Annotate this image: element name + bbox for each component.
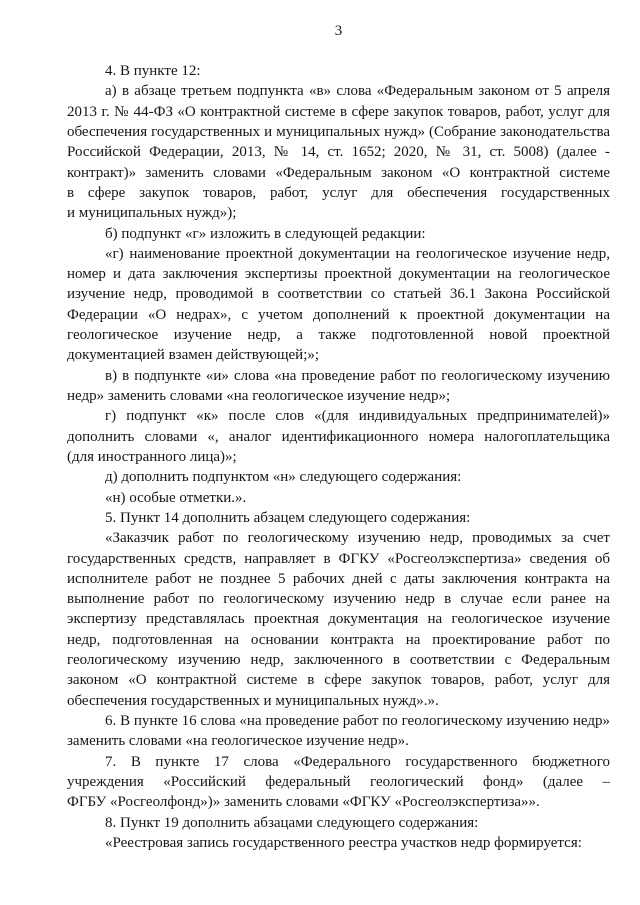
text-line: заменить словами «на геологическое изучение недр». bbox=[67, 733, 409, 750]
text-line: и муниципальных нужд»); bbox=[67, 205, 237, 222]
text-line: г) подпункт «к» после слов «(для индивидуальных предпринимателей)» bbox=[105, 408, 610, 425]
text-line: «Реестровая запись государственного реестра участков недр формируется: bbox=[105, 834, 582, 851]
text-line: изучение недр, проводимой в соответствии со статьей 36.1 Закона Российской bbox=[67, 286, 610, 303]
text-line: выполнение работ по геологическому изучению недр в случае если ранее на bbox=[67, 591, 610, 608]
text-line: дополнить словами «, аналог идентификационного номера налогоплательщика bbox=[67, 428, 610, 445]
text-line: учреждения «Российский федеральный геологический фонд» (далее – bbox=[67, 773, 610, 790]
text-line: экспертизу представлялась проектная документация на геологическое изучение bbox=[67, 611, 610, 628]
item-5-new-text bbox=[67, 528, 610, 711]
subitem-n-text bbox=[67, 488, 610, 508]
text-line: обеспечения государственных и муниципальных нужд» (Собрание законодательства bbox=[67, 123, 610, 140]
text-line: документацией взамен действующей;»; bbox=[67, 347, 320, 364]
text-line: номер и дата заключения экспертизы проектной документации на геологическое bbox=[67, 266, 610, 283]
subitem-v bbox=[67, 366, 610, 407]
text-line: недр» заменить словами «на геологическое изучение недр»; bbox=[67, 388, 451, 404]
text-line: 4. В пункте 12: bbox=[105, 63, 201, 79]
item-8-heading bbox=[67, 813, 610, 833]
text-line: «г) наименование проектной документации на геологическое изучение недр, bbox=[105, 245, 610, 262]
text-line: недр, подготовленная на основании контракта на проектирование работ по bbox=[67, 631, 610, 648]
text-line: в сфере закупок товаров, работ, услуг для обеспечения государственных bbox=[67, 184, 610, 201]
text-line: контракт)» заменить словами «Федеральным законом «О контрактной системе bbox=[67, 164, 610, 181]
subitem-g-new-text bbox=[67, 244, 610, 366]
item-4-heading bbox=[67, 61, 610, 81]
text-line: «Заказчик работ по геологическому изучению недр, проводимых за счет bbox=[105, 530, 610, 547]
text-line: обеспечения государственных и муниципальных нужд».». bbox=[67, 692, 439, 709]
item-6 bbox=[67, 711, 610, 752]
text-line: геологическое изучение недр, а также подготовленной новой проектной bbox=[67, 327, 610, 344]
text-line: законом «О контрактной системе в сфере закупок товаров, работ, услуг для bbox=[67, 672, 610, 689]
text-line: исполнителе работ не позднее 5 рабочих дней с даты заключения контракта на bbox=[67, 570, 610, 587]
text-line: (для иностранного лица)»; bbox=[67, 448, 237, 465]
text-line: в) в подпункте «и» слова «на проведение работ по геологическому изучению bbox=[105, 367, 610, 384]
text-line: 2013 г. № 44-ФЗ «О контрактной системе в сфере закупок товаров, работ, услуг для bbox=[67, 103, 610, 120]
text-line: «н) особые отметки.». bbox=[105, 489, 247, 506]
subitem-a bbox=[67, 81, 610, 223]
text-line: государственных средств, направляет в ФГКУ «Росгеолэкспертиза» сведения об bbox=[67, 550, 610, 567]
text-line: 6. В пункте 16 слова «на проведение работ по геологическому изучению недр» bbox=[105, 713, 610, 729]
text-line: ФГБУ «Росгеолфонд»)» заменить словами «ФГКУ «Росгеолэкспертиза»». bbox=[67, 794, 540, 811]
item-7 bbox=[67, 752, 610, 813]
text-line: б) подпункт «г» изложить в следующей редакции: bbox=[105, 225, 426, 242]
document-body bbox=[67, 61, 610, 853]
text-line: Российской Федерации, 2013, № 14, ст. 1652; 2020, № 31, ст. 5008) (далее - bbox=[67, 144, 610, 161]
text-line: геологическому изучению недр, заключенного в соответствии с Федеральным bbox=[67, 652, 610, 669]
text-line: а) в абзаце третьем подпункта «в» слова «Федеральным законом от 5 апреля bbox=[105, 83, 610, 100]
item-5-heading bbox=[67, 508, 610, 528]
subitem-g bbox=[67, 406, 610, 467]
subitem-b bbox=[67, 224, 610, 244]
text-line: 5. Пункт 14 дополнить абзацем следующего содержания: bbox=[105, 509, 471, 526]
subitem-d bbox=[67, 467, 610, 487]
text-line: Федерации «О недрах», с учетом дополнений к проектной документации на bbox=[67, 306, 610, 323]
text-line: 8. Пункт 19 дополнить абзацами следующего содержания: bbox=[105, 814, 479, 831]
text-line: д) дополнить подпунктом «н» следующего содержания: bbox=[105, 469, 462, 486]
page-number: 3 bbox=[334, 23, 343, 39]
text-line: 7. В пункте 17 слова «Федерального государственного бюджетного bbox=[105, 753, 610, 770]
item-8-new-text bbox=[67, 833, 610, 853]
